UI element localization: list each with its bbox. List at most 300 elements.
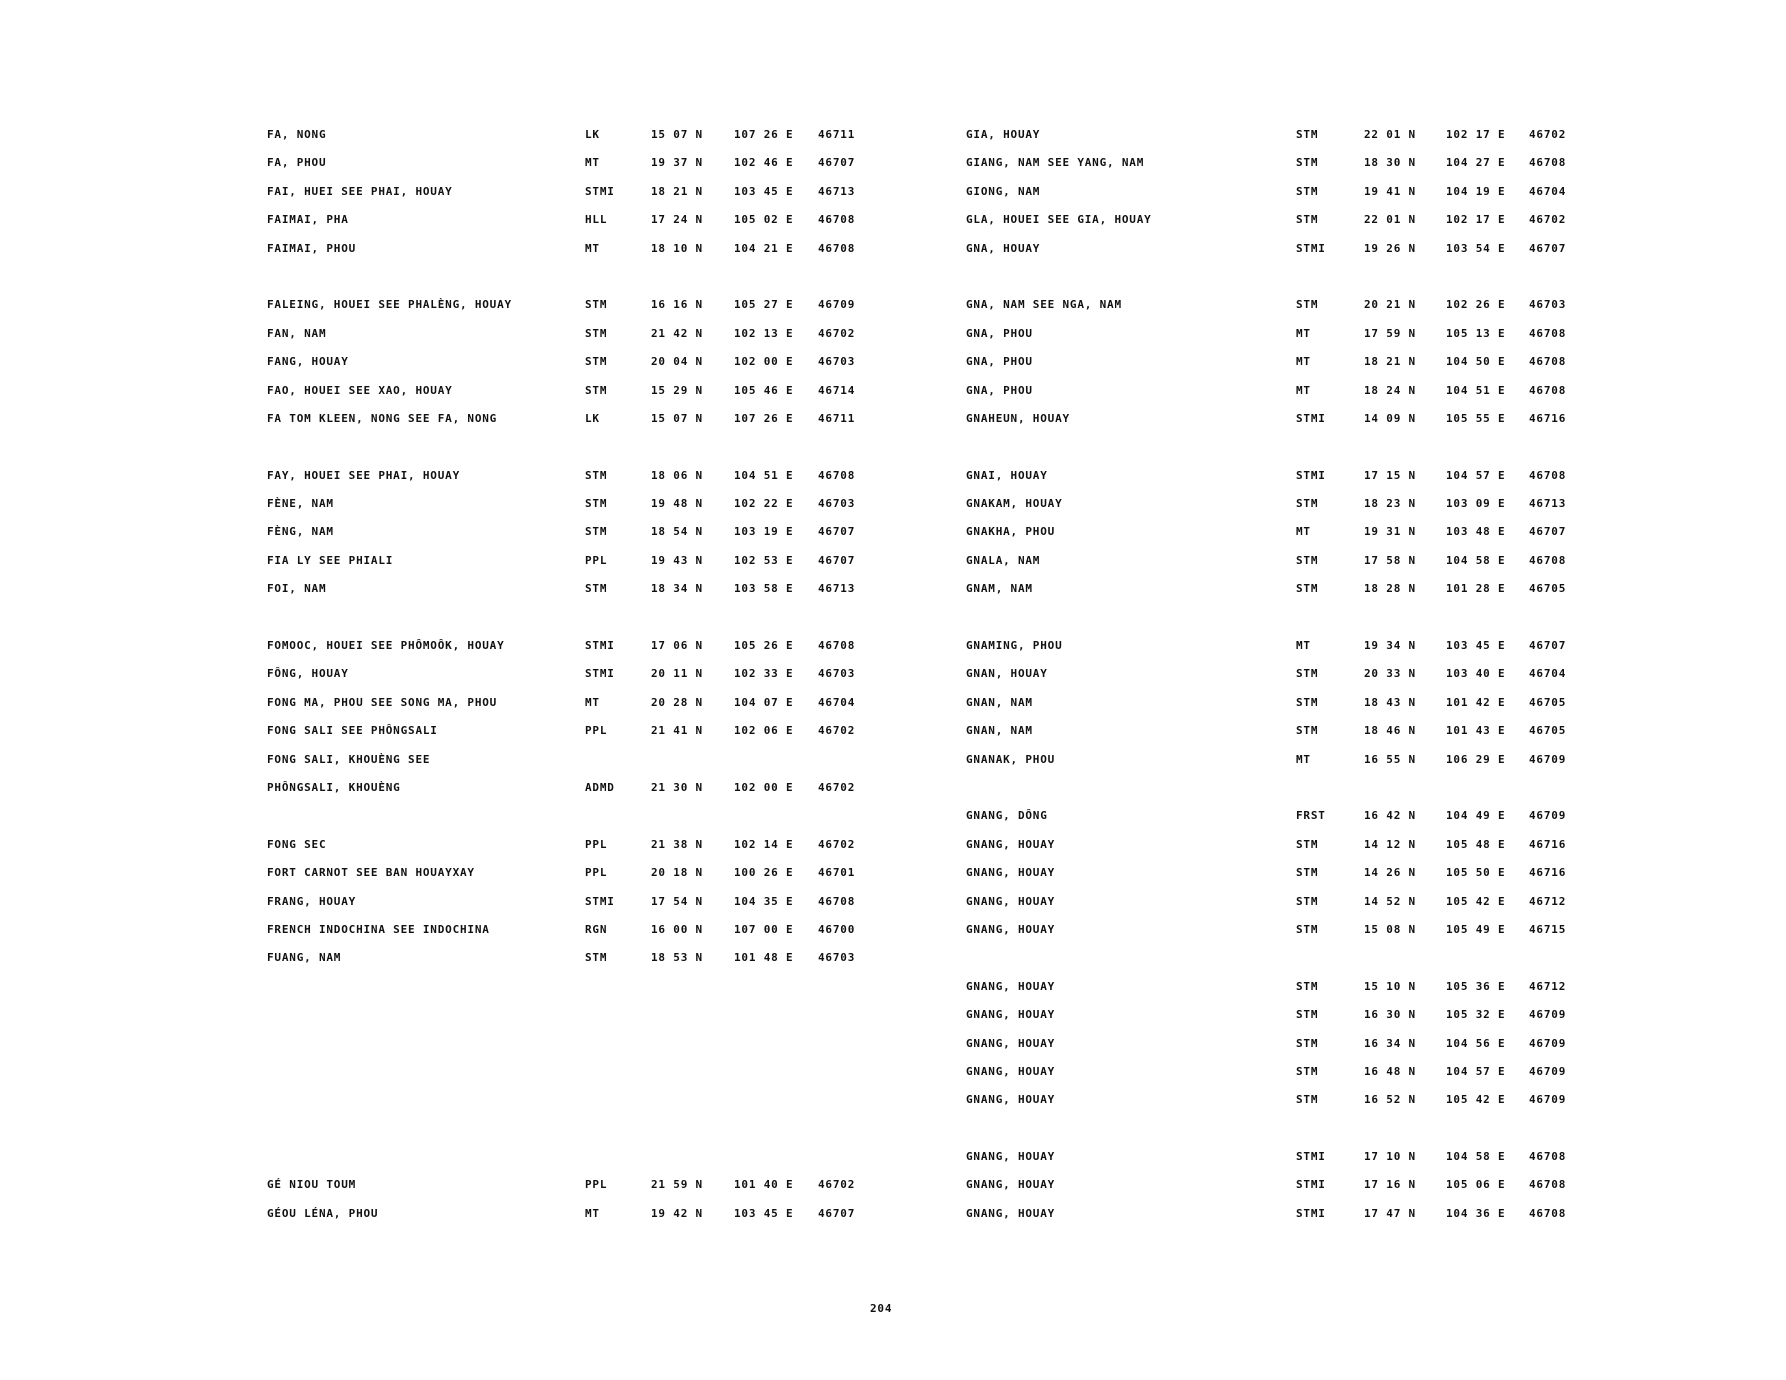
entry-name: FA, NONG: [267, 128, 327, 141]
page-number: 204: [870, 1302, 893, 1315]
entry-lat: 18 28 N: [1364, 582, 1416, 596]
entry-lon: 104 19 E: [1446, 184, 1506, 198]
entry-code: STM: [1296, 184, 1319, 198]
entry-lat: 14 09 N: [1364, 411, 1416, 425]
entry-code: LK: [585, 128, 600, 141]
entry-lon: 102 00 E: [734, 355, 794, 369]
entry-name: FONG SALI, KHOUÈNG SEE: [267, 752, 431, 766]
entry-lon: 102 13 E: [734, 326, 794, 340]
entry-name: GNALA, NAM: [966, 553, 1041, 567]
entry-name: FAIMAI, PHOU: [267, 241, 357, 255]
entry-lat: 20 18 N: [651, 866, 703, 880]
entry-code: LK: [585, 411, 600, 425]
entry-code: STM: [1296, 837, 1319, 851]
entry-name: FA, PHOU: [267, 156, 327, 170]
entry-code: STM: [585, 525, 608, 539]
entry-code: MT: [1296, 752, 1311, 766]
entry-cell: 46709: [1529, 1008, 1567, 1022]
entry-code: MT: [1296, 525, 1311, 539]
entry-cell: 46708: [1529, 1206, 1567, 1220]
entry-name: FOI, NAM: [267, 582, 327, 596]
entry-name: GNANG, HOUAY: [966, 1206, 1056, 1220]
entry-lon: 107 26 E: [734, 128, 794, 141]
entry-cell: 46708: [1529, 468, 1567, 482]
entry-cell: 46708: [818, 894, 856, 908]
entry-lon: 104 51 E: [734, 468, 794, 482]
entry-lon: 105 36 E: [1446, 979, 1506, 993]
entry-name: FRANG, HOUAY: [267, 894, 357, 908]
entry-lon: 105 42 E: [1446, 1093, 1506, 1107]
entry-cell: 46709: [1529, 809, 1567, 823]
entry-lat: 19 26 N: [1364, 241, 1416, 255]
entry-lat: 18 53 N: [651, 951, 703, 965]
entry-name: GÉOU LÉNA, PHOU: [267, 1206, 379, 1220]
entry-lon: 102 33 E: [734, 667, 794, 681]
entry-lon: 101 42 E: [1446, 695, 1506, 709]
entry-name: GNAN, HOUAY: [966, 667, 1048, 681]
entry-name: FALEING, HOUEI SEE PHALÈNG, HOUAY: [267, 298, 512, 312]
entry-name: FORT CARNOT SEE BAN HOUAYXAY: [267, 866, 475, 880]
entry-lat: 17 10 N: [1364, 1150, 1416, 1164]
entry-lat: 21 30 N: [651, 780, 703, 794]
entry-cell: 46708: [1529, 156, 1567, 170]
entry-lon: 101 28 E: [1446, 582, 1506, 596]
entry-lat: 21 59 N: [651, 1178, 703, 1192]
entry-cell: 46716: [1529, 837, 1567, 851]
entry-lat: 17 24 N: [651, 213, 703, 227]
entry-cell: 46708: [1529, 383, 1567, 397]
entry-lon: 101 48 E: [734, 951, 794, 965]
entry-lat: 17 54 N: [651, 894, 703, 908]
entry-lat: 19 31 N: [1364, 525, 1416, 539]
entry-lon: 105 32 E: [1446, 1008, 1506, 1022]
entry-cell: 46708: [1529, 326, 1567, 340]
entry-lat: 19 43 N: [651, 553, 703, 567]
entry-lon: 102 26 E: [1446, 298, 1506, 312]
entry-lon: 104 56 E: [1446, 1036, 1506, 1050]
entry-lon: 105 50 E: [1446, 866, 1506, 880]
entry-code: STM: [585, 383, 608, 397]
entry-code: RGN: [585, 922, 608, 936]
entry-lat: 21 42 N: [651, 326, 703, 340]
entry-name: GIONG, NAM: [966, 184, 1041, 198]
entry-cell: 46713: [818, 184, 856, 198]
entry-lon: 100 26 E: [734, 866, 794, 880]
entry-code: MT: [1296, 383, 1311, 397]
entry-lon: 103 58 E: [734, 582, 794, 596]
entry-cell: 46715: [1529, 922, 1567, 936]
entry-name: GNANG, HOUAY: [966, 979, 1056, 993]
entry-lon: 102 22 E: [734, 497, 794, 511]
entry-name: GNANG, HOUAY: [966, 894, 1056, 908]
entry-name: GNANG, HOUAY: [966, 1150, 1056, 1164]
entry-name: FIA LY SEE PHIALI: [267, 553, 394, 567]
entry-lat: 21 38 N: [651, 837, 703, 851]
entry-name: FAO, HOUEI SEE XAO, HOUAY: [267, 383, 453, 397]
entry-lon: 101 43 E: [1446, 724, 1506, 738]
entry-code: STMI: [585, 639, 615, 653]
entry-code: MT: [585, 241, 600, 255]
entry-code: STM: [1296, 922, 1319, 936]
entry-cell: 46708: [818, 468, 856, 482]
entry-lat: 18 43 N: [1364, 695, 1416, 709]
entry-cell: 46714: [818, 383, 856, 397]
entry-name: FONG SEC: [267, 837, 327, 851]
entry-code: STM: [1296, 1036, 1319, 1050]
entry-lon: 103 54 E: [1446, 241, 1506, 255]
entry-name: GNANG, HOUAY: [966, 922, 1056, 936]
entry-name: FÔNG, HOUAY: [267, 667, 349, 681]
entry-code: ADMD: [585, 780, 615, 794]
entry-name: GNAN, NAM: [966, 695, 1033, 709]
entry-lon: 103 40 E: [1446, 667, 1506, 681]
entry-cell: 46713: [1529, 497, 1567, 511]
entry-name: FAI, HUEI SEE PHAI, HOUAY: [267, 184, 453, 198]
entry-name: FA TOM KLEEN, NONG SEE FA, NONG: [267, 411, 498, 425]
entry-name: GNANG, HOUAY: [966, 837, 1056, 851]
entry-cell: 46705: [1529, 724, 1567, 738]
entry-code: STM: [1296, 695, 1319, 709]
entry-lat: 16 34 N: [1364, 1036, 1416, 1050]
entry-name: GNAMING, PHOU: [966, 639, 1063, 653]
entry-code: STM: [1296, 298, 1319, 312]
entry-lat: 20 33 N: [1364, 667, 1416, 681]
entry-code: HLL: [585, 213, 608, 227]
entry-lon: 106 29 E: [1446, 752, 1506, 766]
entry-lon: 103 19 E: [734, 525, 794, 539]
entry-code: PPL: [585, 553, 608, 567]
entry-name: GNAKHA, PHOU: [966, 525, 1056, 539]
entry-cell: 46707: [818, 1206, 856, 1220]
entry-lat: 15 07 N: [651, 128, 703, 141]
entry-lat: 18 23 N: [1364, 497, 1416, 511]
entry-cell: 46708: [1529, 1150, 1567, 1164]
entry-lat: 16 48 N: [1364, 1064, 1416, 1078]
entry-cell: 46708: [1529, 1178, 1567, 1192]
entry-lat: 17 59 N: [1364, 326, 1416, 340]
entry-cell: 46703: [1529, 298, 1567, 312]
entry-name: GNA, NAM SEE NGA, NAM: [966, 298, 1122, 312]
entry-lat: 18 24 N: [1364, 383, 1416, 397]
entry-lon: 103 09 E: [1446, 497, 1506, 511]
entry-name: GNAKAM, HOUAY: [966, 497, 1063, 511]
entry-name: GNANG, HOUAY: [966, 866, 1056, 880]
entry-code: PPL: [585, 866, 608, 880]
entry-lon: 101 40 E: [734, 1178, 794, 1192]
entry-name: GNAN, NAM: [966, 724, 1033, 738]
entry-name: FRENCH INDOCHINA SEE INDOCHINA: [267, 922, 490, 936]
entry-cell: 46702: [818, 326, 856, 340]
entry-lon: 107 26 E: [734, 411, 794, 425]
entry-code: PPL: [585, 837, 608, 851]
entry-lat: 15 07 N: [651, 411, 703, 425]
entry-lat: 14 52 N: [1364, 894, 1416, 908]
entry-code: STM: [1296, 667, 1319, 681]
entry-code: MT: [1296, 355, 1311, 369]
entry-cell: 46713: [818, 582, 856, 596]
entry-name: GNAI, HOUAY: [966, 468, 1048, 482]
entry-lon: 104 36 E: [1446, 1206, 1506, 1220]
entry-code: STM: [1296, 1093, 1319, 1107]
entry-cell: 46703: [818, 951, 856, 965]
entry-name: PHÔNGSALI, KHOUÈNG: [267, 780, 401, 794]
entry-code: STMI: [1296, 1206, 1326, 1220]
entry-cell: 46712: [1529, 979, 1567, 993]
entry-lon: 104 51 E: [1446, 383, 1506, 397]
entry-cell: 46709: [818, 298, 856, 312]
entry-name: FAY, HOUEI SEE PHAI, HOUAY: [267, 468, 460, 482]
entry-code: MT: [585, 695, 600, 709]
entry-lon: 105 13 E: [1446, 326, 1506, 340]
entry-cell: 46704: [818, 695, 856, 709]
entry-lon: 104 57 E: [1446, 468, 1506, 482]
entry-name: GNA, HOUAY: [966, 241, 1041, 255]
entry-name: GLA, HOUEI SEE GIA, HOUAY: [966, 213, 1152, 227]
entry-name: GNA, PHOU: [966, 383, 1033, 397]
entry-cell: 46709: [1529, 1036, 1567, 1050]
entry-code: STM: [585, 326, 608, 340]
entry-lat: 16 16 N: [651, 298, 703, 312]
entry-lat: 18 21 N: [1364, 355, 1416, 369]
entry-lat: 20 21 N: [1364, 298, 1416, 312]
entry-lat: 18 21 N: [651, 184, 703, 198]
entry-lon: 102 17 E: [1446, 128, 1506, 141]
entry-lat: 18 10 N: [651, 241, 703, 255]
entry-cell: 46711: [818, 411, 856, 425]
entry-lat: 19 37 N: [651, 156, 703, 170]
entry-code: MT: [1296, 639, 1311, 653]
entry-code: STM: [1296, 582, 1319, 596]
entry-cell: 46709: [1529, 1064, 1567, 1078]
entry-cell: 46716: [1529, 866, 1567, 880]
entry-name: FAN, NAM: [267, 326, 327, 340]
entry-code: STMI: [585, 184, 615, 198]
entry-lon: 104 07 E: [734, 695, 794, 709]
entry-name: FONG SALI SEE PHÔNGSALI: [267, 724, 438, 738]
entry-cell: 46702: [818, 780, 856, 794]
entry-lon: 105 55 E: [1446, 411, 1506, 425]
entry-code: STM: [1296, 553, 1319, 567]
entry-code: STM: [1296, 866, 1319, 880]
entry-name: FUANG, NAM: [267, 951, 342, 965]
entry-name: FANG, HOUAY: [267, 355, 349, 369]
entry-lat: 19 48 N: [651, 497, 703, 511]
entry-lat: 19 42 N: [651, 1206, 703, 1220]
entry-lon: 102 00 E: [734, 780, 794, 794]
entry-code: STMI: [1296, 241, 1326, 255]
entry-code: STM: [1296, 1008, 1319, 1022]
entry-name: GNANAK, PHOU: [966, 752, 1056, 766]
entry-code: PPL: [585, 1178, 608, 1192]
entry-code: STMI: [585, 894, 615, 908]
entry-lat: 17 47 N: [1364, 1206, 1416, 1220]
entry-lat: 22 01 N: [1364, 128, 1416, 141]
entry-cell: 46708: [1529, 355, 1567, 369]
entry-name: GNA, PHOU: [966, 355, 1033, 369]
entry-cell: 46709: [1529, 752, 1567, 766]
entry-code: MT: [585, 156, 600, 170]
entry-code: STM: [585, 468, 608, 482]
entry-lon: 102 46 E: [734, 156, 794, 170]
entry-name: FOMOOC, HOUEI SEE PHÔMOÔK, HOUAY: [267, 639, 505, 653]
entry-lon: 104 35 E: [734, 894, 794, 908]
entry-cell: 46707: [1529, 525, 1567, 539]
entry-code: STM: [1296, 979, 1319, 993]
entry-cell: 46707: [1529, 241, 1567, 255]
entry-code: STM: [585, 497, 608, 511]
entry-lon: 102 17 E: [1446, 213, 1506, 227]
entry-name: GNANG, HOUAY: [966, 1064, 1056, 1078]
entry-lat: 17 15 N: [1364, 468, 1416, 482]
entry-lon: 105 42 E: [1446, 894, 1506, 908]
entry-lat: 18 34 N: [651, 582, 703, 596]
entry-lon: 105 48 E: [1446, 837, 1506, 851]
entry-cell: 46703: [818, 667, 856, 681]
entry-code: STM: [585, 298, 608, 312]
entry-lat: 14 12 N: [1364, 837, 1416, 851]
entry-lon: 105 26 E: [734, 639, 794, 653]
entry-cell: 46708: [818, 639, 856, 653]
entry-lon: 107 00 E: [734, 922, 794, 936]
entry-lon: 103 45 E: [734, 1206, 794, 1220]
entry-lon: 104 57 E: [1446, 1064, 1506, 1078]
entry-code: STM: [1296, 724, 1319, 738]
entry-name: GNAM, NAM: [966, 582, 1033, 596]
entry-code: STM: [585, 355, 608, 369]
entry-cell: 46701: [818, 866, 856, 880]
entry-cell: 46702: [1529, 213, 1567, 227]
entry-lon: 102 14 E: [734, 837, 794, 851]
entry-lon: 104 27 E: [1446, 156, 1506, 170]
entry-name: GIANG, NAM SEE YANG, NAM: [966, 156, 1145, 170]
entry-lat: 18 30 N: [1364, 156, 1416, 170]
entry-code: STMI: [1296, 1178, 1326, 1192]
entry-lon: 105 46 E: [734, 383, 794, 397]
entry-code: FRST: [1296, 809, 1326, 823]
entry-lon: 105 06 E: [1446, 1178, 1506, 1192]
entry-code: STMI: [1296, 1150, 1326, 1164]
entry-lat: 16 30 N: [1364, 1008, 1416, 1022]
entry-cell: 46711: [818, 128, 856, 141]
entry-cell: 46702: [818, 1178, 856, 1192]
entry-cell: 46707: [818, 156, 856, 170]
entry-code: STMI: [1296, 411, 1326, 425]
entry-lon: 104 21 E: [734, 241, 794, 255]
entry-cell: 46707: [1529, 639, 1567, 653]
entry-lon: 103 45 E: [734, 184, 794, 198]
entry-lat: 20 28 N: [651, 695, 703, 709]
entry-code: MT: [585, 1206, 600, 1220]
entry-cell: 46707: [818, 525, 856, 539]
entry-name: GNANG, HOUAY: [966, 1036, 1056, 1050]
entry-lat: 20 04 N: [651, 355, 703, 369]
entry-code: STM: [1296, 894, 1319, 908]
entry-cell: 46702: [818, 837, 856, 851]
entry-lat: 18 06 N: [651, 468, 703, 482]
entry-code: STMI: [585, 667, 615, 681]
entry-name: GÉ NIOU TOUM: [267, 1178, 357, 1192]
entry-lat: 17 06 N: [651, 639, 703, 653]
entry-lat: 15 08 N: [1364, 922, 1416, 936]
entry-lon: 104 50 E: [1446, 355, 1506, 369]
entry-code: STMI: [1296, 468, 1326, 482]
entry-lat: 21 41 N: [651, 724, 703, 738]
entry-lon: 105 49 E: [1446, 922, 1506, 936]
entry-lon: 104 49 E: [1446, 809, 1506, 823]
entry-code: PPL: [585, 724, 608, 738]
entry-cell: 46707: [818, 553, 856, 567]
entry-name: GNANG, HOUAY: [966, 1008, 1056, 1022]
entry-cell: 46716: [1529, 411, 1567, 425]
entry-name: FONG MA, PHOU SEE SONG MA, PHOU: [267, 695, 498, 709]
entry-name: FÈNG, NAM: [267, 525, 334, 539]
entry-lat: 16 55 N: [1364, 752, 1416, 766]
entry-lon: 104 58 E: [1446, 1150, 1506, 1164]
entry-lat: 20 11 N: [651, 667, 703, 681]
entry-lat: 17 16 N: [1364, 1178, 1416, 1192]
entry-lon: 105 02 E: [734, 213, 794, 227]
entry-lat: 16 52 N: [1364, 1093, 1416, 1107]
entry-name: GIA, HOUAY: [966, 128, 1041, 141]
entry-code: STM: [1296, 128, 1319, 141]
entry-code: STM: [1296, 497, 1319, 511]
entry-lat: 16 42 N: [1364, 809, 1416, 823]
entry-cell: 46702: [1529, 128, 1567, 141]
entry-lon: 104 58 E: [1446, 553, 1506, 567]
entry-cell: 46703: [818, 355, 856, 369]
entry-cell: 46708: [818, 213, 856, 227]
entry-name: GNANG, HOUAY: [966, 1093, 1056, 1107]
entry-lat: 18 46 N: [1364, 724, 1416, 738]
entry-cell: 46709: [1529, 1093, 1567, 1107]
entry-code: STM: [1296, 1064, 1319, 1078]
entry-code: STM: [585, 582, 608, 596]
entry-lat: 19 41 N: [1364, 184, 1416, 198]
entry-name: FAIMAI, PHA: [267, 213, 349, 227]
entry-cell: 46708: [1529, 553, 1567, 567]
entry-code: STM: [1296, 156, 1319, 170]
entry-cell: 46705: [1529, 695, 1567, 709]
entry-lat: 15 10 N: [1364, 979, 1416, 993]
entry-lon: 102 53 E: [734, 553, 794, 567]
entry-lat: 19 34 N: [1364, 639, 1416, 653]
entry-name: GNA, PHOU: [966, 326, 1033, 340]
entry-cell: 46700: [818, 922, 856, 936]
entry-lat: 17 58 N: [1364, 553, 1416, 567]
entry-lat: 18 54 N: [651, 525, 703, 539]
entry-name: GNAHEUN, HOUAY: [966, 411, 1070, 425]
entry-name: FÈNE, NAM: [267, 497, 334, 511]
entry-lat: 15 29 N: [651, 383, 703, 397]
entry-code: MT: [1296, 326, 1311, 340]
entry-cell: 46705: [1529, 582, 1567, 596]
entry-lat: 16 00 N: [651, 922, 703, 936]
entry-cell: 46704: [1529, 667, 1567, 681]
entry-lon: 103 48 E: [1446, 525, 1506, 539]
entry-name: GNANG, DÔNG: [966, 809, 1048, 823]
entry-cell: 46703: [818, 497, 856, 511]
entry-name: GNANG, HOUAY: [966, 1178, 1056, 1192]
entry-lon: 105 27 E: [734, 298, 794, 312]
entry-lat: 22 01 N: [1364, 213, 1416, 227]
entry-lon: 103 45 E: [1446, 639, 1506, 653]
entry-cell: 46712: [1529, 894, 1567, 908]
entry-cell: 46704: [1529, 184, 1567, 198]
entry-code: STM: [1296, 213, 1319, 227]
entry-lon: 102 06 E: [734, 724, 794, 738]
entry-cell: 46702: [818, 724, 856, 738]
entry-code: STM: [585, 951, 608, 965]
